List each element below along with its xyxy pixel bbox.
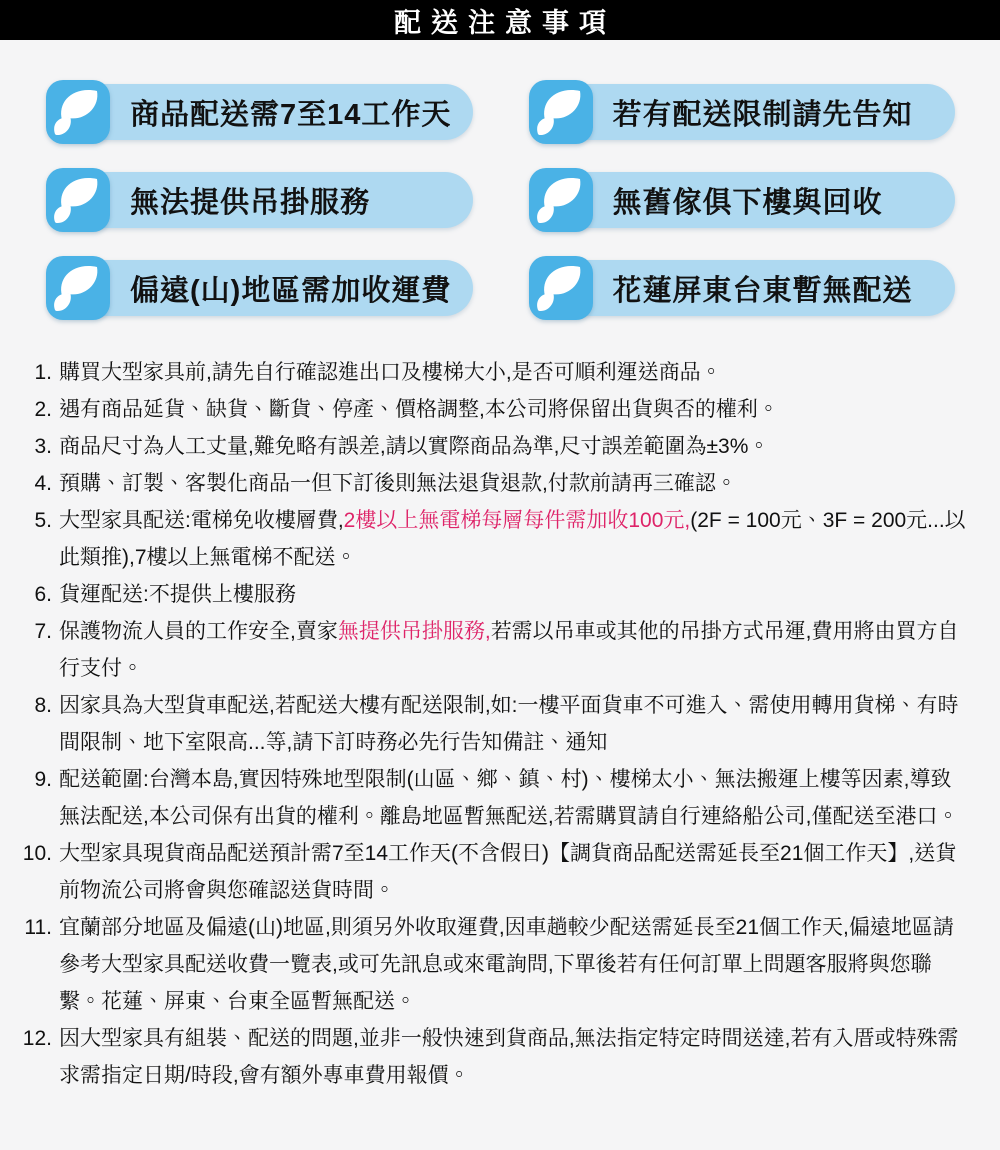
note-text xyxy=(59,613,966,687)
note-text-segment: 配送範圍:台灣本島,實因特殊地型限制(山區、鄉、鎮、村)、樓梯太小、無法搬運上樓等因素,導致無法配送,本公司保有出貨的權利。離島地區暫無配送,若需購買請自行連絡船公司,僅配送至港口。 xyxy=(59,768,959,828)
leaf-icon xyxy=(529,168,593,232)
note-text xyxy=(59,391,966,428)
note-text xyxy=(59,1020,966,1094)
badge-label: 若有配送限制請先告知 xyxy=(612,98,913,131)
note-text-segment: 因家具為大型貨車配送,若配送大樓有配送限制,如:一樓平面貨車不可進入、需使用轉用貨梯、有時間限制、地下室限高...等,請下訂時務必先行告知備註、通知 xyxy=(59,694,959,754)
note-number: 7. xyxy=(34,620,52,643)
notes-list xyxy=(0,354,1000,1094)
note-number: 4. xyxy=(34,472,52,495)
note-item xyxy=(18,354,966,391)
badge-label: 無舊傢俱下樓與回收 xyxy=(612,186,883,219)
badge-label: 偏遠(山)地區需加收運費 xyxy=(130,274,452,307)
note-number: 6. xyxy=(34,583,52,606)
badge-label: 無法提供吊掛服務 xyxy=(130,186,371,219)
note-text-segment: 購買大型家具前,請先自行確認進出口及樓梯大小,是否可順利運送商品。 xyxy=(59,361,722,384)
note-item xyxy=(18,761,966,835)
note-number: 9. xyxy=(34,768,52,791)
delivery-badge xyxy=(48,172,473,228)
badge-label: 花蓮屏東台東暫無配送 xyxy=(612,274,913,307)
note-number: 11. xyxy=(24,916,52,939)
note-text xyxy=(59,909,966,1020)
note-item xyxy=(18,576,966,613)
note-text xyxy=(59,465,966,502)
note-number: 10. xyxy=(22,842,52,865)
note-item xyxy=(18,835,966,909)
note-text xyxy=(59,428,966,465)
note-item xyxy=(18,1020,966,1094)
note-number: 3. xyxy=(34,435,52,458)
note-text-segment: 大型家具配送:電梯免收樓層費, xyxy=(59,509,344,532)
note-text-segment: 遇有商品延貨、缺貨、斷貨、停產、價格調整,本公司將保留出貨與否的權利。 xyxy=(59,398,779,421)
note-text-segment: 貨運配送:不提供上樓服務 xyxy=(59,583,296,606)
delivery-badge xyxy=(531,84,956,140)
note-text-highlight: 無提供吊掛服務, xyxy=(337,620,491,643)
note-text-highlight: 2樓以上無電梯每層每件需加收100元, xyxy=(343,509,691,532)
note-text-segment: 若需以吊車或其他的吊掛方式吊運,費用將由買方自行支付。 xyxy=(59,620,959,680)
note-item xyxy=(18,613,966,687)
delivery-badge xyxy=(531,172,956,228)
note-text xyxy=(59,761,966,835)
note-item xyxy=(18,909,966,1020)
note-text-segment: 商品尺寸為人工丈量,難免略有誤差,請以實際商品為準,尺寸誤差範圍為±3%。 xyxy=(59,435,770,458)
note-text-segment: 因大型家具有組裝、配送的問題,並非一般快速到貨商品,無法指定特定時間送達,若有入厝或特殊需求需指定日期/時段,會有額外專車費用報價。 xyxy=(59,1027,959,1087)
leaf-icon xyxy=(529,80,593,144)
note-text-segment: 大型家具現貨商品配送預計需7至14工作天(不含假日)【調貨商品配送需延長至21個工作天】,送貨前物流公司將會與您確認送貨時間。 xyxy=(59,842,957,902)
note-number: 5. xyxy=(34,509,52,532)
note-item xyxy=(18,428,966,465)
note-text xyxy=(59,576,966,613)
note-text xyxy=(59,502,966,576)
note-item xyxy=(18,391,966,428)
note-number: 1. xyxy=(34,361,52,384)
delivery-badge xyxy=(48,84,473,140)
note-text xyxy=(59,835,966,909)
leaf-icon xyxy=(46,256,110,320)
delivery-badge xyxy=(48,260,473,316)
page-title: 配送注意事項 xyxy=(394,7,616,38)
header-bar xyxy=(0,0,1000,40)
note-item xyxy=(18,465,966,502)
note-number: 8. xyxy=(34,694,52,717)
note-number: 2. xyxy=(34,398,52,421)
note-item xyxy=(18,502,966,576)
note-text xyxy=(59,687,966,761)
note-text-segment: 預購、訂製、客製化商品一但下訂後則無法退貨退款,付款前請再三確認。 xyxy=(59,472,737,495)
note-text-segment: 保護物流人員的工作安全,賣家 xyxy=(59,620,338,643)
leaf-icon xyxy=(46,80,110,144)
note-text-segment: (2F = 100元、3F = 200元...以此類推),7樓以上無電梯不配送。 xyxy=(59,509,966,569)
badge-label: 商品配送需7至14工作天 xyxy=(130,98,452,131)
note-text xyxy=(59,354,966,391)
note-number: 12. xyxy=(22,1027,52,1050)
badge-grid xyxy=(0,40,1000,316)
delivery-badge xyxy=(531,260,956,316)
note-text-segment: 宜蘭部分地區及偏遠(山)地區,則須另外收取運費,因車趟較少配送需延長至21個工作天,偏遠地區請參考大型家具配送收費一覽表,或可先訊息或來電詢問,下單後若有任何訂單上問題客服將與您聯繫。花蓮、屏東、台東全區暫無配送。 xyxy=(59,916,954,1013)
leaf-icon xyxy=(46,168,110,232)
note-item xyxy=(18,687,966,761)
leaf-icon xyxy=(529,256,593,320)
